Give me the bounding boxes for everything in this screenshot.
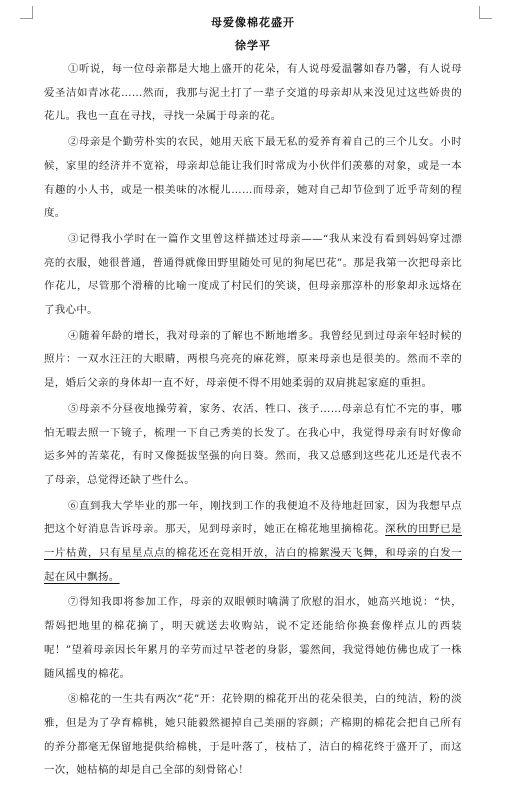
paragraph-8: ⑧棉花的一生共有两次“花”开：花铃期的棉花开出的花朵很美，白的纯洁，粉的淡雅，但是为了孕育棉桃，她只能毅然褪掉自己美丽的容颜；产棉期的棉花会把自己所有的养分都毫无保留地提供给棉桃，于是叶落了，枝枯了，洁白的棉花终于盛开了，而这一次，她枯槁的却是自己全部的刻骨铭心！ [44,693,462,777]
article-body [44,58,462,785]
paragraph-4: ④随着年龄的增长，我对母亲的了解也不断地增多。我曾经见到过母亲年轻时候的照片：一双水汪汪的大眼睛，两根乌亮亮的麻花辫，原来母亲也是很美的。然而不幸的是，婚后父亲的身体却一直不好，母亲便不得不用她柔弱的双肩挑起家庭的重担。 [44,329,462,390]
paragraph-3: ③记得我小学时在一篇作文里曾这样描述过母亲——“我从来没有看到妈妈穿过漂亮的衣服，她很普通，普通得就像田野里随处可见的狗尾巴花”。那是我第一次把母亲比作花儿，尽管那个滑稽的比喻一度成了村民们的笑谈，但母亲那淳朴的形象却永远烙在了我心中。 [44,232,462,317]
paragraph-2: ②母亲是个勤劳朴实的农民，她用天底下最无私的爱养育着自己的三个儿女。小时候，家里的经济并不宽裕，母亲却总能让我们时常成为小伙伴们羡慕的对象，或是一本有趣的小人书，或是一根美味的冰棍儿……而母亲，她对自己却节俭到了近乎苛刻的程度。 [44,136,462,220]
article-author: 徐学平 [235,39,271,52]
paragraph-7: ⑦得知我即将参加工作，母亲的双眼顿时噙满了欣慰的泪水，她高兴地说：“快，帮妈把地里的棉花摘了，明天就送去收购站，说不定还能给你换套像样点儿的西装呢！”望着母亲因长年累月的辛劳而过早苍老的身影，霎然间，我觉得她仿佛也成了一株随风摇曳的棉花。 [44,596,462,680]
paragraph-5: ⑤母亲不分昼夜地操劳着，家务、农活、牲口、孩子……母亲总有忙不完的事，哪怕无暇去照一下镜子，梳理一下自己秀美的长发了。在我心中，我觉得母亲有时好像命运多舛的苦菜花，有时又像挺拔坚强的向日葵。然而，我又总感到这些花儿还是代表不了母亲，总觉得还缺了些什么。 [44,402,462,486]
paragraph-1: ①听说，每一位母亲都是大地上盛开的花朵，有人说母爱温馨如春乃馨，有人说母爱圣洁如青冰花……然而，我那与泥土打了一辈子交道的母亲却从来没见过这些娇贵的花儿。我也一直在寻找，寻找一朵属于母亲的花。 [44,63,462,123]
underlined-sentence: 深秋的田野已是一片枯黄，只有星星点点的棉花还在竞相开放，洁白的棉絮漫天飞舞，和母亲的白发一起在风中飘扬。 [44,523,462,583]
paragraph-6 [44,495,462,590]
article-title: 母爱像棉花盛开 [211,16,295,29]
paragraph-6-text: ⑥直到我大学毕业的那一年，刚找到工作的我便迫不及待地赶回家，因为我想早点把这个好消息告诉母亲。那天，见到母亲时，她正在棉花地里摘棉花。 [44,499,462,536]
